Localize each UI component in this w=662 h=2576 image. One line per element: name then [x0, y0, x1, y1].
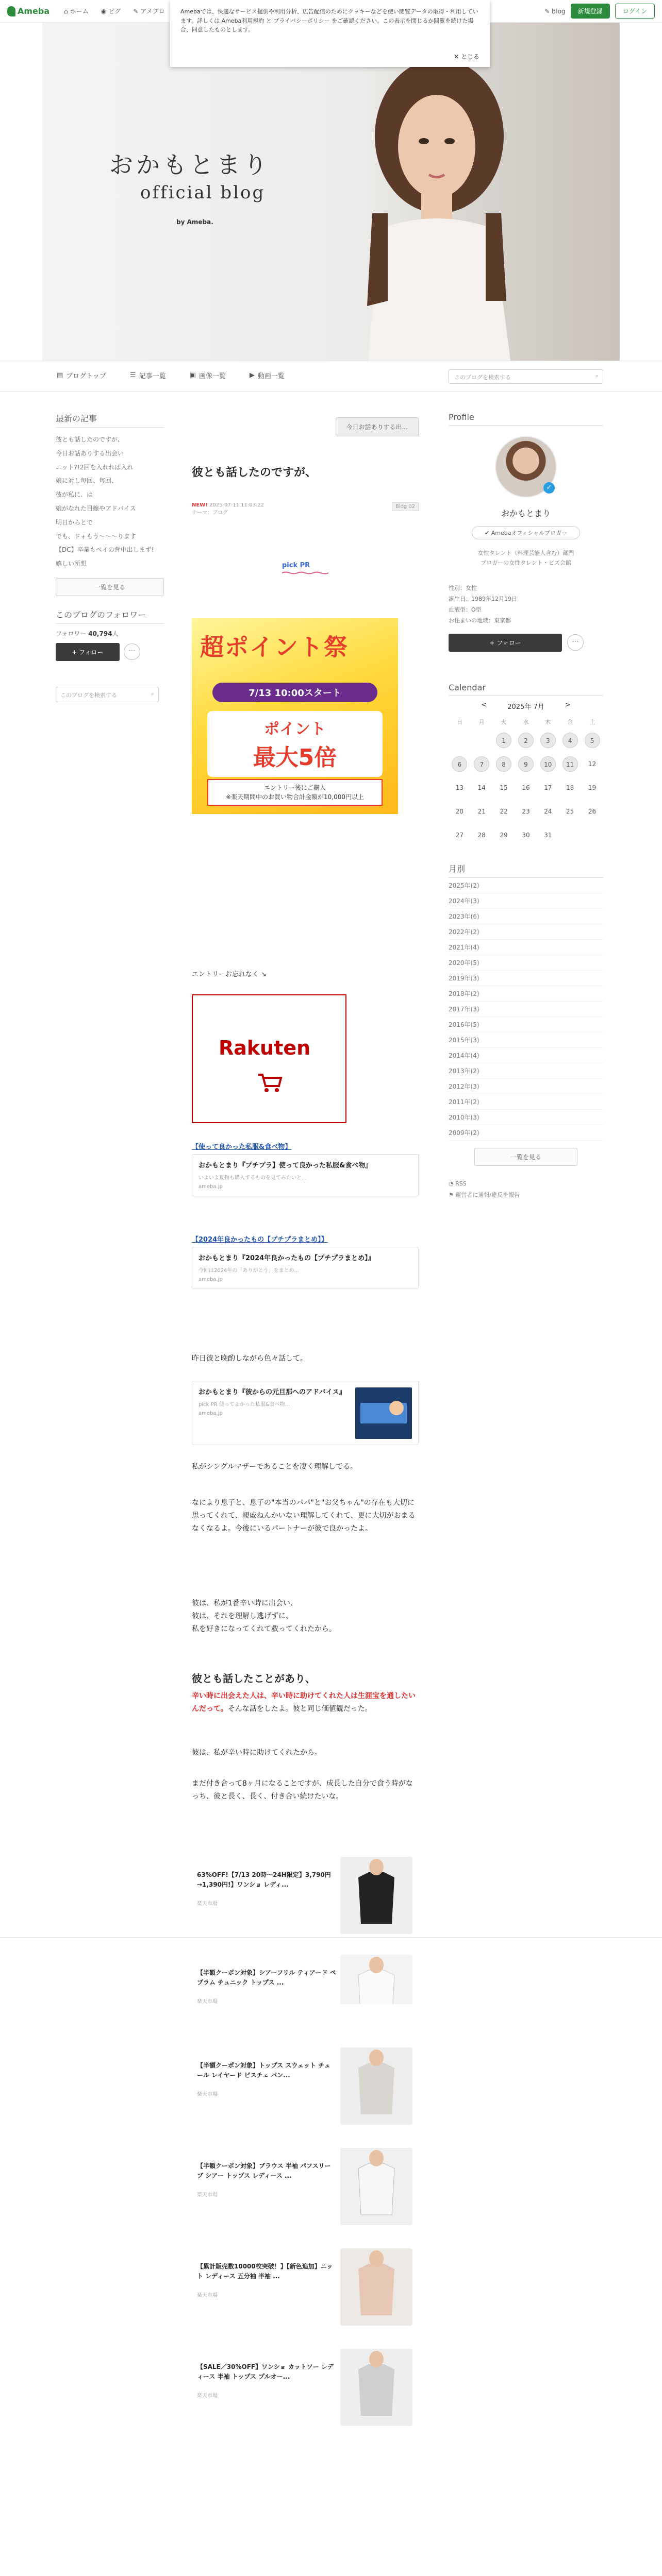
profile-name[interactable]: おかもとまり [501, 509, 551, 518]
entry-paragraph: 彼は、私が辛い時に助けてくれたから。 [192, 1749, 322, 1757]
rss-icon: ◔ [449, 1180, 454, 1187]
archive-list [449, 878, 603, 1141]
archive-item[interactable]: 2023年(6) [449, 909, 603, 924]
entry-paragraph: まだ付き合って8ヶ月になることですが、成長した自分で食う時がなっち、彼と長く、長く、付き合い続けたいな。 [192, 1780, 413, 1801]
rakuten-ad[interactable] [192, 994, 346, 1123]
nav-pigg[interactable]: ◉ ピグ [101, 7, 121, 15]
calendar-day: 24 [544, 807, 552, 815]
blog-icon: ✎ [133, 7, 139, 15]
calendar-day[interactable]: 11 [562, 756, 578, 772]
calendar-day[interactable]: 8 [496, 756, 511, 772]
calendar-day: 18 [566, 784, 574, 791]
section-divider [0, 1937, 662, 1938]
calendar-day: 16 [522, 784, 530, 791]
image-icon: ▣ [189, 371, 196, 379]
more-options-icon[interactable]: ⋯ [567, 634, 584, 651]
nav-video-list[interactable]: ▶ 動画一覧 [249, 371, 285, 380]
official-badge[interactable]: ✔ Amebaオフィシャルブロガー [472, 526, 580, 539]
calendar-day[interactable]: 6 [452, 756, 467, 772]
product-card[interactable]: 【半額クーポン対象】ブラウス 半袖 パフスリーブ シアー トップス レディース ... 楽天市場 [192, 2146, 419, 2228]
product-card[interactable]: 【半額クーポン対象】トップス スウェット チュール レイヤード ビスチェ パン... 楽天市場 [192, 2045, 419, 2128]
ameba-logo[interactable]: Ameba [7, 6, 49, 16]
register-button[interactable]: 新規登録 [571, 4, 610, 19]
followers-title: このブログのフォロワー [56, 608, 164, 624]
recent-item[interactable]: 明日からとで [56, 518, 93, 526]
entry-paragraph: 彼は、私が1番辛い時に出会い、 彼は、それを理解し逃げずに、 私を好きになってくれて救ってくれたから。 [192, 1599, 336, 1634]
blog-card[interactable]: おかもとまり『プチプラ】使って良かった私服&食べ物』 いよいよ夏物も購入するものを見てみたいと... ameba.jp [192, 1154, 419, 1196]
cookie-notice [170, 0, 490, 67]
pencil-icon: ✎ [544, 7, 550, 15]
calendar-day: 25 [566, 807, 574, 815]
recent-more-button[interactable]: 一覧を見る [56, 578, 164, 596]
blog-header-image[interactable] [42, 23, 620, 361]
archive-item[interactable]: 2024年(3) [449, 893, 603, 909]
check-icon: ✔ [484, 530, 490, 536]
entry-heading: 彼とも話したことがあり、 [192, 1672, 316, 1685]
prev-entry-button[interactable]: 今日お話ありする出... [336, 417, 419, 436]
product-image [340, 2248, 412, 2326]
report-link[interactable]: ⚑ 運営者に通報/違反を報告 [449, 1191, 520, 1198]
entry-paragraph: 私がシングルマザーであることを凄く理解してる。 [192, 1463, 357, 1471]
pick-pr-label: pick PR [282, 562, 328, 574]
calendar-day: 26 [588, 807, 597, 815]
calendar-day: 19 [588, 784, 597, 791]
archive-item[interactable]: 2017年(3) [449, 1002, 603, 1017]
link-heading[interactable]: 【使って良かった私服&食べ物】 [192, 1143, 292, 1151]
rakuten-campaign-banner[interactable] [192, 618, 398, 814]
rss-link[interactable]: ◔ RSS [449, 1180, 467, 1187]
blog-card[interactable]: おかもとまり『彼からの元旦那へのアドバイス』 pick PR 使ってよかった私服&食べ物... ameba.jp [192, 1381, 419, 1445]
follower-count: フォロワー 40,794人 [56, 630, 119, 637]
wave-decoration [282, 571, 328, 574]
blog-search-input[interactable]: このブログを検索する ⌕ [449, 369, 603, 384]
calendar-day[interactable]: 5 [585, 733, 600, 748]
blog-title: おかもとまり [109, 151, 270, 179]
calendar-day: 21 [477, 807, 486, 815]
calendar-day: 31 [544, 831, 552, 839]
archive-item[interactable]: 2015年(3) [449, 1032, 603, 1048]
calendar-day[interactable]: 10 [540, 756, 556, 772]
home-icon: ⌂ [64, 7, 68, 15]
archive-item[interactable]: 2010年(3) [449, 1110, 603, 1125]
blog-nav [0, 361, 662, 392]
calendar-day[interactable]: 3 [540, 733, 556, 748]
calendar-day: 23 [522, 807, 530, 815]
nav-home[interactable]: ⌂ ホーム [64, 7, 89, 15]
calendar-day[interactable]: 1 [496, 733, 511, 748]
my-blog-link[interactable]: ✎ Blog [544, 7, 566, 15]
product-image [340, 2349, 412, 2426]
calendar-day: 15 [500, 784, 508, 791]
flag-icon: ⚑ [449, 1191, 454, 1198]
blog-card[interactable]: おかもとまり『2024年良かったもの【プチプラまとめ】』 今回は2024年の「ありがとう」をまとめ... ameba.jp [192, 1247, 419, 1289]
nav-image-list[interactable]: ▣ 画像一覧 [189, 371, 226, 380]
archive-item[interactable]: 2013年(2) [449, 1063, 603, 1079]
nav-blog-top[interactable]: ▤ ブログトップ [57, 371, 106, 380]
recent-title: 最新の記事 [56, 412, 164, 428]
banner-points: ポイント 最大5倍 [207, 711, 383, 777]
next-month-icon[interactable]: > [565, 701, 571, 709]
archive-title: 月別 [449, 862, 603, 878]
calendar-day: 22 [500, 807, 508, 815]
calendar-header [449, 701, 603, 711]
by-ameba: by Ameba. [176, 218, 213, 226]
prev-month-icon[interactable]: < [481, 701, 487, 709]
calendar-day: 27 [455, 831, 464, 839]
cart-icon [257, 1073, 283, 1093]
calendar-day: 30 [522, 831, 530, 839]
archive-item[interactable]: 2019年(3) [449, 971, 603, 986]
calendar-day: 12 [588, 760, 597, 768]
archive-item[interactable]: 2009年(2) [449, 1125, 603, 1141]
entry-theme[interactable]: テーマ：ブログ [192, 510, 228, 516]
blog-subtitle: official blog [140, 182, 266, 203]
entry-paragraph: 辛い時に出会えた人は、辛い時に助けてくれた人は生涯宝を通したいんだって。そんな話をしたよ。彼と同じ価値観だった。 [192, 1692, 416, 1714]
calendar-title: Calendar [449, 683, 603, 696]
calendar-day: 29 [500, 831, 508, 839]
archive-item[interactable]: 2018年(2) [449, 986, 603, 1002]
entry-reminder: エントリーお忘れなく ↘ [192, 971, 267, 978]
entry-paragraph: 昨日彼と晩酌しながら色々話して。 [192, 1354, 307, 1363]
product-card[interactable]: 【SALE／30%OFF】ワンショ カットソー レディース 半袖 トップス プルオー... 楽天市場 [192, 2347, 419, 2429]
archive-item[interactable]: 2022年(2) [449, 924, 603, 940]
entry-meta [192, 502, 419, 516]
nav-entry-list[interactable]: ☰ 記事一覧 [129, 371, 166, 380]
cookie-text: Amebaでは、快適なサービス提供や利用分析、広告配信のためにクッキーなどを使い閲覧データの取得・利用しています。詳しくは Ameba利用規約 と プライバシーポリシー をご確認ください。この表示を閉じるか閲覧を続けた場合、同意したものとします。 [180, 8, 478, 33]
archive-item[interactable]: 2020年(5) [449, 955, 603, 971]
recent-item[interactable]: 娘に対し毎回、毎回、 [56, 477, 118, 485]
ameba-leaf-icon [7, 6, 15, 16]
calendar-day: 14 [477, 784, 486, 791]
banner-headline: 超ポイント祭 [200, 633, 349, 661]
product-image [340, 2148, 412, 2225]
archive-item[interactable]: 2021年(4) [449, 940, 603, 955]
book-icon: ▤ [57, 371, 63, 379]
product-image [340, 2047, 412, 2125]
product-image [340, 1857, 412, 1934]
calendar-day: 13 [455, 784, 464, 791]
calendar-month: 2025年 7月 [507, 703, 544, 711]
profile-description: 女性タレント（料理芸能人含む）部門 ブロガーの女性タレント・ビズ会館 [477, 550, 574, 566]
archive-item[interactable]: 2016年(5) [449, 1017, 603, 1032]
recent-list [56, 433, 164, 571]
new-badge: NEW! [192, 502, 208, 508]
pigg-icon: ◉ [101, 7, 107, 15]
follow-button[interactable]: + フォロー [56, 643, 120, 661]
avatar[interactable] [495, 436, 557, 498]
right-sidebar [449, 412, 603, 1201]
recent-item[interactable]: でも、ドォもう〜〜〜ります [56, 532, 136, 540]
nav-ameblo[interactable]: ✎ アメブロ [133, 7, 165, 15]
close-icon: ✕ [454, 53, 459, 60]
calendar-day[interactable]: 2 [518, 733, 534, 748]
archive-item[interactable]: 2011年(2) [449, 1094, 603, 1110]
cookie-close-button[interactable]: ✕ とじる [454, 53, 479, 60]
product-image [340, 1955, 412, 2004]
left-search-input[interactable]: このブログを検索する ⌕ [56, 687, 159, 702]
product-card[interactable]: 63%OFF!【7/13 20時〜24H限定】3,790円→1,390円!】ワンショ レディ... 楽天市場 [192, 1855, 419, 1937]
recent-item[interactable]: 嬉しい所想 [56, 560, 87, 568]
recent-item[interactable]: ニット?!2回を入れれば入れ [56, 463, 134, 471]
recent-item[interactable]: 彼が私に、は [56, 491, 93, 499]
calendar-grid: 日 月 火 水 木 金 土 1 2 3 4 5 6 7 8 9 10 11 12 13 14 15 16 17 18 19 20 21 22 23 24 25 26 27 28 29 30 31 [449, 715, 603, 847]
calendar-day: 20 [455, 807, 464, 815]
recent-item[interactable]: 今日お話ありする出会い [56, 449, 124, 457]
calendar-day: 17 [544, 784, 552, 791]
recent-item[interactable]: 【DC】卒業もペイの背中出しまず! [56, 546, 154, 554]
left-sidebar [56, 412, 164, 702]
profile-info: 性別：女性 誕生日：1989年12月19日 血液型：O型 お住まいの地域：東京都 [449, 585, 517, 624]
entry-paragraph: なにより息子と、息子の"本当のパパ"と"お父ちゃん"の存在も大切に思ってくれて、親戚ねんかいない理解してくれて、更に大切がおまるなくなるよ。今後にいるパートナーが彼で良かったよ。 [192, 1499, 416, 1533]
rakuten-logo: Rakuten [219, 1037, 311, 1059]
more-options-icon[interactable]: ⋯ [124, 643, 140, 660]
profile-title: Profile [449, 412, 603, 426]
share-button[interactable]: Blog 02 [392, 502, 419, 511]
entry-title: 彼とも話したのですが、 [192, 466, 317, 479]
card-thumbnail [355, 1387, 412, 1439]
search-icon[interactable]: ⌕ [151, 690, 154, 697]
banner-note: エントリー後にご購入 ※楽天期間中のお買い物合計金額が10,000円以上 [207, 779, 383, 806]
entry-date: 2025-07-11 11:03:22 [209, 502, 264, 508]
banner-start-time: 7/13 10:00スタート [212, 683, 377, 702]
recent-item[interactable]: 娘がなれた目線やアドバイス [56, 504, 136, 512]
link-heading[interactable]: 【2024年良かったもの【プチプラまとめ】】 [192, 1236, 328, 1244]
video-icon: ▶ [249, 371, 255, 379]
login-button[interactable]: ログイン [615, 4, 655, 19]
recent-item[interactable]: 彼とも話したのですが、 [56, 436, 124, 443]
verified-icon: ✓ [543, 482, 555, 494]
list-icon: ☰ [129, 371, 136, 379]
search-icon[interactable]: ⌕ [595, 372, 599, 379]
calendar-day[interactable]: 7 [474, 756, 489, 772]
calendar-day[interactable]: 4 [562, 733, 578, 748]
archive-item[interactable]: 2014年(4) [449, 1048, 603, 1063]
calendar-day[interactable]: 9 [518, 756, 534, 772]
product-card[interactable]: 【半額クーポン対象】シアーフリル ティアード ペプラム チュニック トップス ... 楽天市場 [192, 1953, 419, 2004]
calendar-day: 28 [477, 831, 486, 839]
archive-item[interactable]: 2012年(3) [449, 1079, 603, 1094]
rss-area [449, 1178, 603, 1201]
archive-more-button[interactable]: 一覧を見る [474, 1148, 577, 1166]
archive-item[interactable]: 2025年(2) [449, 878, 603, 893]
header-portrait [352, 59, 522, 361]
product-card[interactable]: 【累計販売数10000枚突破！】【新色追加】ニット レディース 五分袖 半袖 ... 楽天市場 [192, 2246, 419, 2329]
profile-follow-button[interactable]: + フォロー [449, 634, 562, 652]
